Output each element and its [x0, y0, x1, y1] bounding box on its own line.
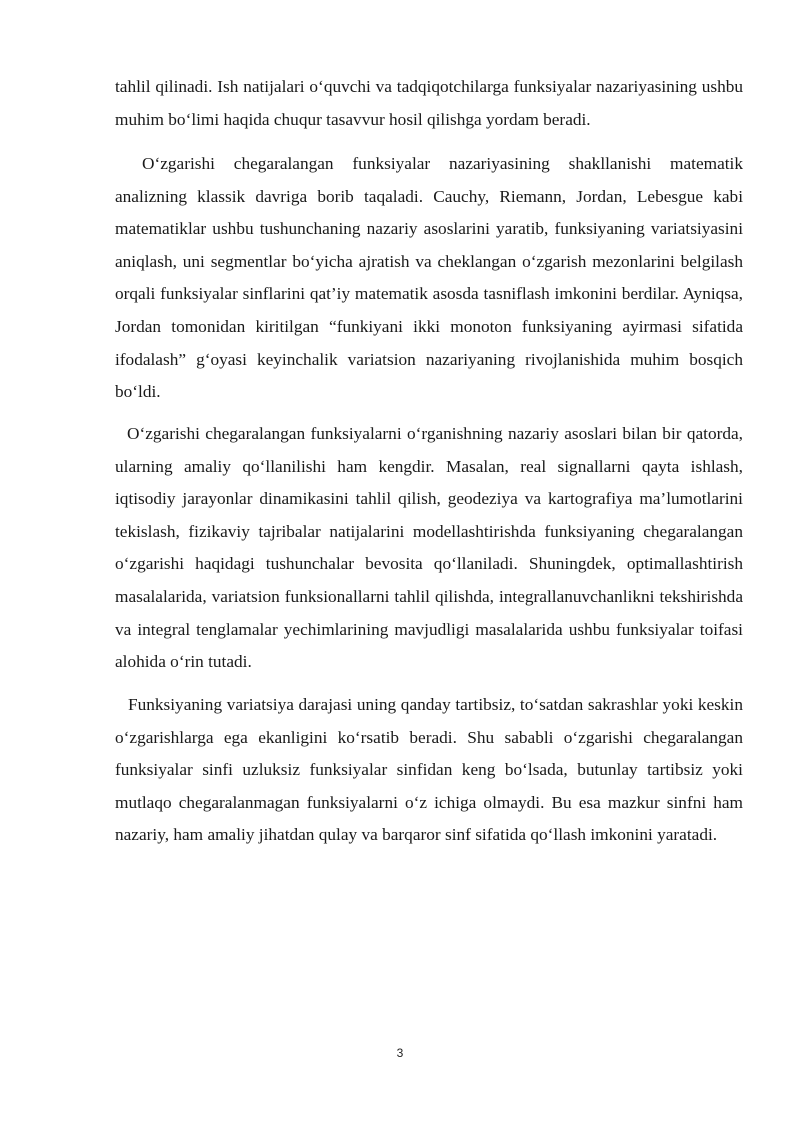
paragraph-history: O‘zgarishi chegaralangan funksiyalar nazariyasining shakllanishi matematik analizning klassik davriga borib taqaladi. Cauchy, Riemann, Jordan, Lebesgue kabi matematiklar ushbu tushunchaning nazariy asoslarini yaratib, funksiyaning variatsiyasini aniqlash, uni segmentlar bo‘yicha ajratish va cheklangan o‘zgarish mezonlarini belgilash orqali funksiyalar sinflarini qat’iy matematik asosda tasniflash imkonini berdilar. Ayniqsa, Jordan tomonidan kiritilgan “funkiyani ikki monoton funksiyaning ayirmasi sifatida ifodalash” g‘oyasi keyinchalik variatsion nazariyaning rivojlanishida muhim bosqich bo‘ldi.	[115, 154, 743, 402]
paragraph-applications: O‘zgarishi chegaralangan funksiyalarni o‘rganishning nazariy asoslari bilan bir qatorda, ularning amaliy qo‘llanilishi ham kengdir. Masalan, real signallarni qayta ishlash, iqtisodiy jarayonlar dinamikasini tahlil qilish, geodeziya va kartografiya ma’lumotlarini tekislash, fizikaviy tajribalar natijalarini modellashtirishda funksiyaning chegaralangan o‘zgarishi haqidagi tushunchalar bevosita qo‘llaniladi. Shuningdek, optimallashtirish masalalarida, variatsion funksionallarni tahlil qilishda, integrallanuvchanlikni tekshirishda va integral tenglamalar yechimlarining mavjudligi masalalarida ushbu funksiyalar toifasi alohida o‘rin tutadi.	[115, 424, 743, 672]
paragraph-continuation: tahlil qilinadi. Ish natijalari o‘quvchi va tadqiqotchilarga funksiyalar nazariyasining ushbu muhim bo‘limi haqida chuqur tasavvur hosil qilishga yordam beradi.	[115, 77, 743, 129]
paragraph-variation: Funksiyaning variatsiya darajasi uning qanday tartibsiz, to‘satdan sakrashlar yoki keskin o‘zgarishlarga ega ekanligini ko‘rsatib beradi. Shu sababli o‘zgarishi chegaralangan funksiyalar sinfi uzluksiz funksiyalar sinfidan keng bo‘lsada, butunlay tartibsiz yoki mutlaqo chegaralanmagan funksiyalarni o‘z ichiga olmaydi. Bu esa mazkur sinfni ham nazariy, ham amaliy jihatdan qulay va barqaror sinf sifatida qo‘llash imkonini yaratadi.	[115, 695, 743, 845]
page-number: 3	[396, 1046, 404, 1060]
